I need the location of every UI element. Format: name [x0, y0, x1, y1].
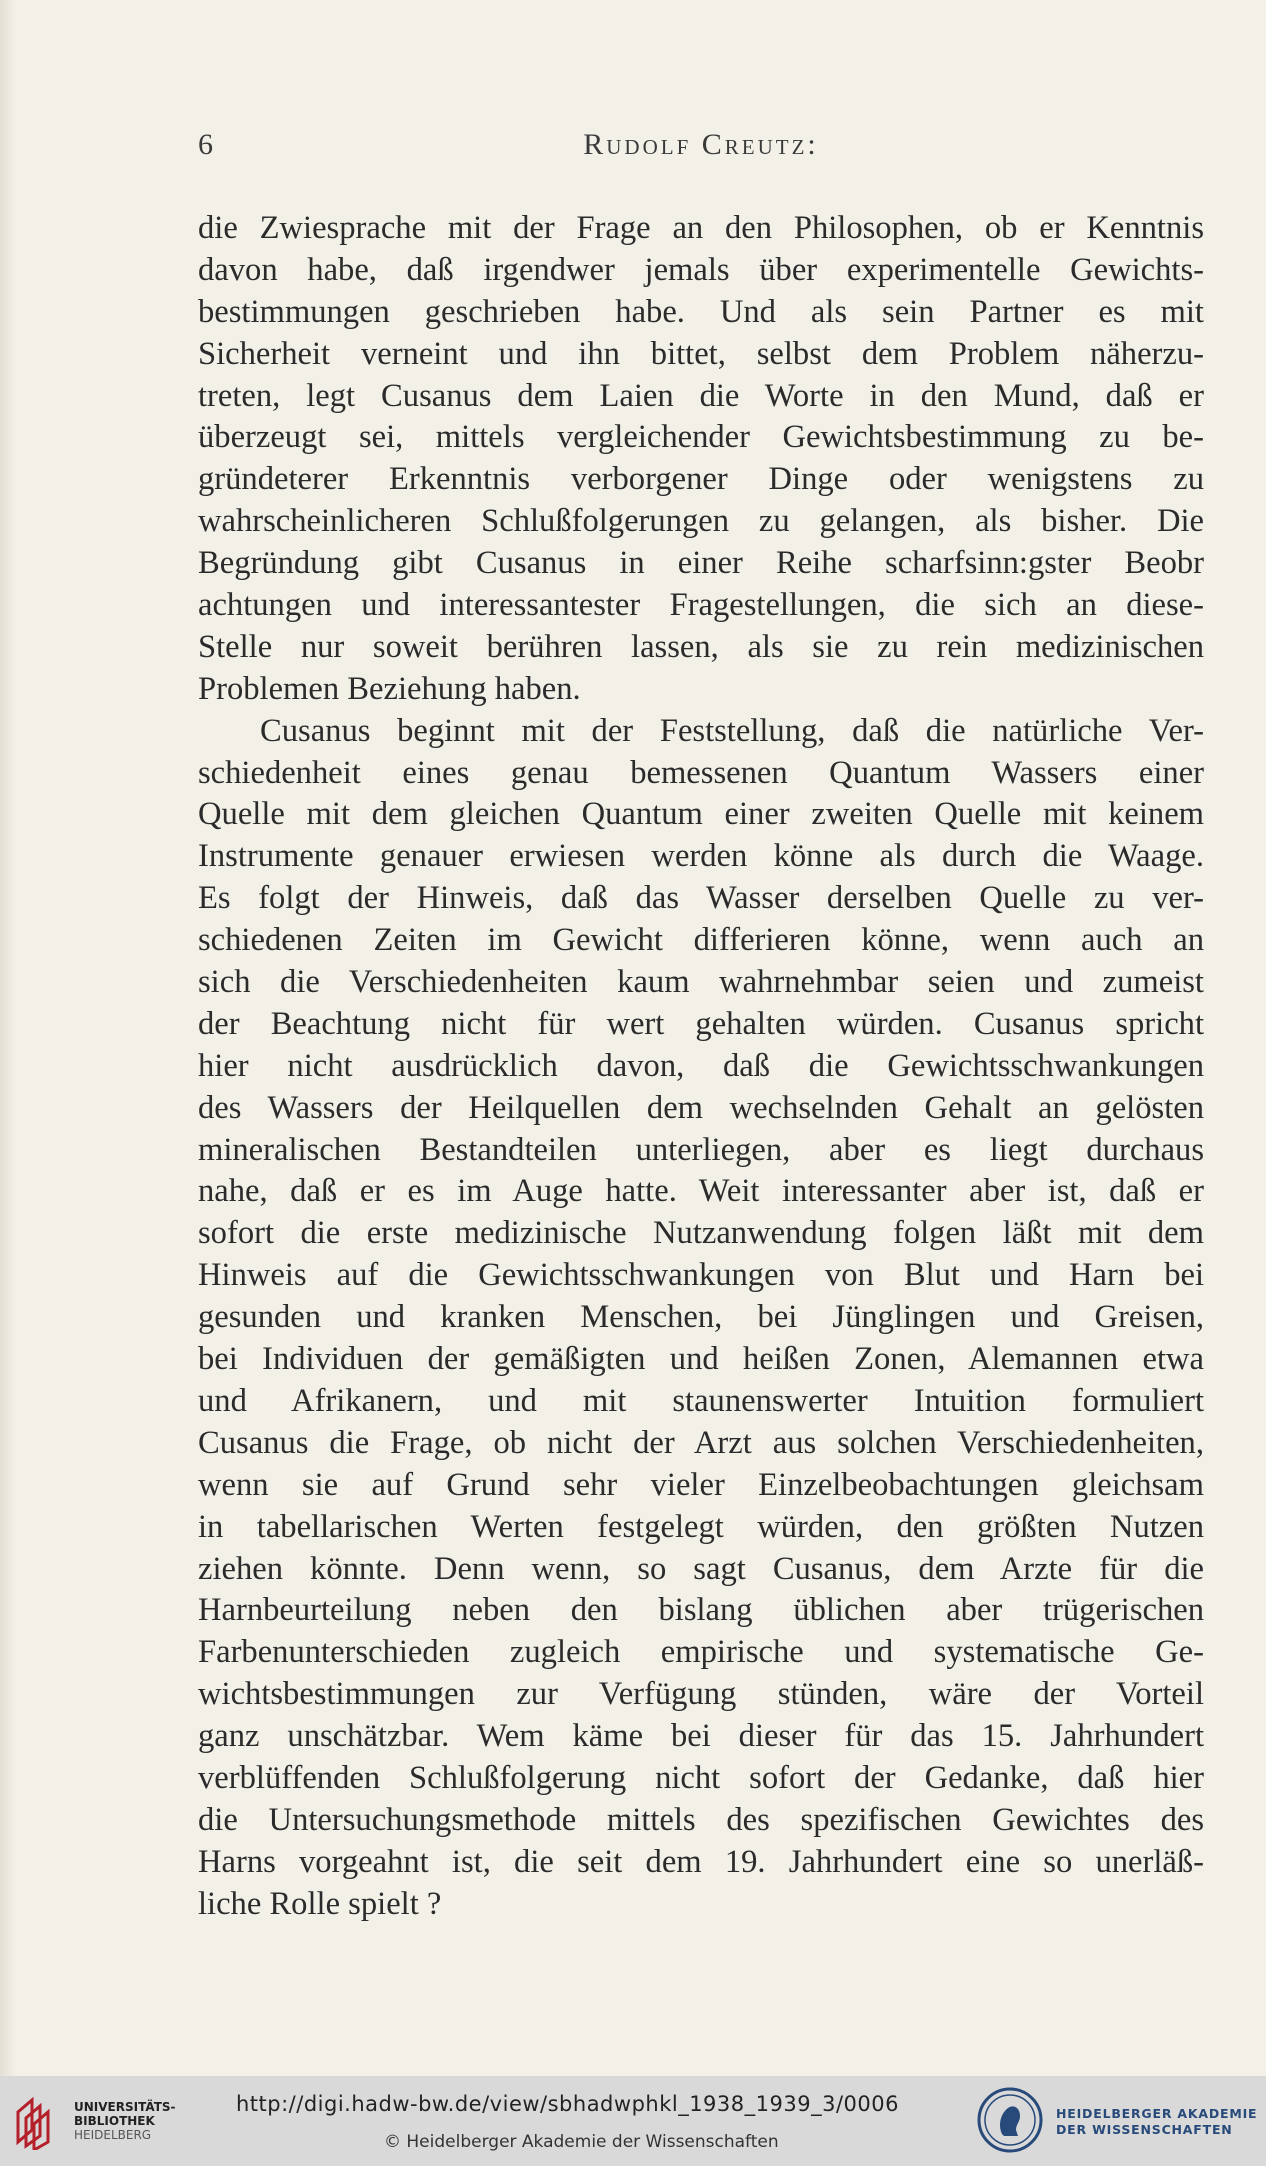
text-line: gesunden und kranken Menschen, bei Jünglingen und Greisen,: [198, 1299, 1204, 1336]
text-line: überzeugt sei, mittels vergleichender Gewichtsbestimmung zu be-: [198, 419, 1204, 456]
text-line: nahe, daß er es im Auge hatte. Weit interessanter aber ist, daß er: [198, 1173, 1204, 1210]
copyright-notice: © Heidelberger Akademie der Wissenschaften: [384, 2132, 779, 2152]
text-line: liche Rolle spielt ?: [198, 1885, 442, 1922]
text-line: hier nicht ausdrücklich davon, daß die Gewichtsschwankungen: [198, 1047, 1204, 1084]
text-line: achtungen und interessantester Fragestellungen, die sich an diese-: [198, 587, 1204, 624]
text-line: Cusanus beginnt mit der Feststellung, daß die natürliche Ver-: [260, 712, 1204, 749]
body-text: [198, 208, 1204, 1926]
text-line: und Afrikanern, und mit staunenswerter Intuition formuliert: [198, 1382, 1204, 1419]
text-line: treten, legt Cusanus dem Laien die Worte in den Mund, daß er: [198, 377, 1204, 414]
text-line: die Untersuchungsmethode mittels des spezifischen Gewichtes des: [198, 1801, 1204, 1838]
text-line: Es folgt der Hinweis, daß das Wasser derselben Quelle zu ver-: [198, 880, 1204, 917]
viewer-footer: [0, 2076, 1266, 2166]
text-line: wahrscheinlicheren Schlußfolgerungen zu gelangen, als bisher. Die: [198, 503, 1204, 540]
text-line: Cusanus die Frage, ob nicht der Arzt aus solchen Verschiedenheiten,: [198, 1424, 1204, 1461]
text-line: Instrumente genauer erwiesen werden könne als durch die Waage.: [198, 838, 1204, 875]
text-line: sich die Verschiedenheiten kaum wahrnehmbar seien und zumeist: [198, 964, 1204, 1001]
page-number: 6: [198, 128, 213, 161]
text-line: der Beachtung nicht für wert gehalten würden. Cusanus spricht: [198, 1005, 1204, 1042]
paragraph-1: [198, 208, 1204, 711]
running-title: Rudolf Creutz:: [583, 128, 819, 161]
text-line: Farbenunterschieden zugleich empirische und systematische Ge-: [198, 1634, 1204, 1671]
text-line: ganz unschätzbar. Wem käme bei dieser für das 15. Jahrhundert: [198, 1718, 1204, 1755]
text-line: verblüffenden Schlußfolgerung nicht sofort der Gedanke, daß hier: [198, 1759, 1204, 1796]
text-line: in tabellarischen Werten festgelegt würden, den größten Nutzen: [198, 1508, 1204, 1545]
academy-line-1: HEIDELBERGER AKADEMIE: [1056, 2106, 1258, 2121]
text-line: bei Individuen der gemäßigten und heißen Zonen, Alemannen etwa: [198, 1341, 1204, 1378]
text-line: gründeterer Erkenntnis verborgener Dinge oder wenigstens zu: [198, 461, 1204, 498]
library-line-3: HEIDELBERG: [74, 2128, 152, 2142]
university-library-logo-icon: [12, 2090, 72, 2150]
library-line-2: BIBLIOTHEK: [74, 2114, 155, 2128]
text-line: mineralischen Bestandteilen unterliegen, aber es liegt durchaus: [198, 1131, 1204, 1168]
text-line: wichtsbestimmungen zur Verfügung stünden, wäre der Vorteil: [198, 1676, 1204, 1713]
permalink-url[interactable]: http://digi.hadw-bw.de/view/sbhadwphkl_1938_1939_3/0006: [236, 2092, 899, 2116]
running-head: [198, 128, 1204, 168]
text-line: wenn sie auf Grund sehr vieler Einzelbeobachtungen gleichsam: [198, 1466, 1204, 1503]
text-line: sofort die erste medizinische Nutzanwendung folgen läßt mit dem: [198, 1215, 1204, 1252]
library-line-1: UNIVERSITÄTS-: [74, 2100, 176, 2114]
text-line: ziehen könnte. Denn wenn, so sagt Cusanus, dem Arzte für die: [198, 1550, 1204, 1587]
text-line: Sicherheit verneint und ihn bittet, selbst dem Problem näherzu-: [198, 335, 1204, 372]
text-line: Stelle nur soweit berühren lassen, als sie zu rein medizinischen: [198, 628, 1204, 665]
text-line: Harnbeurteilung neben den bislang üblichen aber trügerischen: [198, 1592, 1204, 1629]
text-line: bestimmungen geschrieben habe. Und als sein Partner es mit: [198, 293, 1204, 330]
academy-seal-icon: [976, 2086, 1044, 2154]
text-line: Problemen Beziehung haben.: [198, 670, 581, 707]
university-library-name: [74, 2100, 176, 2142]
academy-name: [1056, 2106, 1257, 2138]
page-edge-shadow: [0, 0, 16, 2076]
paragraph-2: [198, 711, 1204, 1926]
text-line: schiedenheit eines genau bemessenen Quantum Wassers einer: [198, 754, 1204, 791]
text-line: davon habe, daß irgendwer jemals über experimentelle Gewichts-: [198, 251, 1204, 288]
text-line: des Wassers der Heilquellen dem wechselnden Gehalt an gelösten: [198, 1089, 1204, 1126]
text-line: die Zwiesprache mit der Frage an den Philosophen, ob er Kenntnis: [198, 210, 1204, 246]
text-line: Hinweis auf die Gewichtsschwankungen von Blut und Harn bei: [198, 1257, 1204, 1294]
text-line: Quelle mit dem gleichen Quantum einer zweiten Quelle mit keinem: [198, 796, 1204, 833]
academy-line-2: DER WISSENSCHAFTEN: [1056, 2122, 1233, 2137]
text-line: schiedenen Zeiten im Gewicht differieren könne, wenn auch an: [198, 922, 1204, 959]
text-line: Harns vorgeahnt ist, die seit dem 19. Jahrhundert eine so unerläß-: [198, 1843, 1204, 1880]
text-line: Begründung gibt Cusanus in einer Reihe scharfsinn:gster Beobr: [198, 545, 1204, 582]
